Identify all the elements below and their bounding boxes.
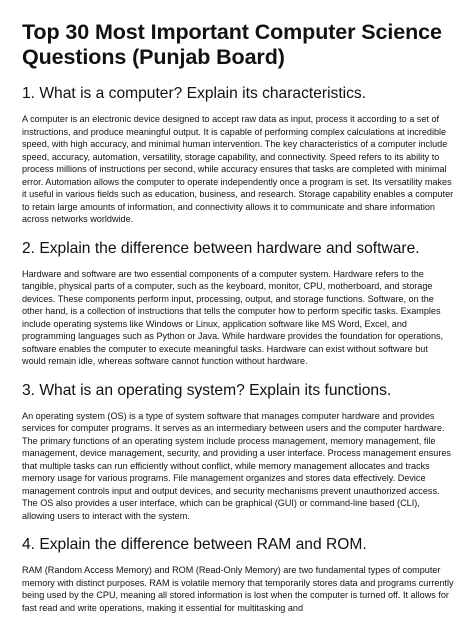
document-title: Top 30 Most Important Computer Science Questions (Punjab Board) [22,20,442,69]
question-answer: An operating system (OS) is a type of system software that manages computer hardware and provides services for computer programs. It serves as an intermediary between users and the computer hardware. The primary functions of an operating system include process management, memory management, file management, device management, security, and providing a user interface. Process management ensures that multiple tasks can run efficiently without conflict, while memory management allocates and tracks memory usage for various programs. File management organizes and stores data effectively. Device management controls input and output devices, and security mechanisms prevent unauthorized access. The OS also provides a user interface, which can be graphical (GUI) or command-line based (CLI), allowing users to interact with the system. [22,410,451,521]
question-answer: Hardware and software are two essential components of a computer system. Hardware refers to the tangible, physical parts of a computer, such as the keyboard, monitor, CPU, motherboard, and storage devices. These components perform input, processing, output, and storage functions. Software, on the other hand, is a collection of instructions that tells the computer how to perform specific tasks. Examples include operating systems like Windows or Linux, application software like MS Word, Excel, and programming languages such as Python or Java. While hardware provides the foundation for operations, software enables the computer to execute meaningful tasks. Hardware can exist without software but would remain idle, whereas software cannot function without hardware. [22,268,444,366]
question-heading: 1. What is a computer? Explain its characteristics. [22,85,367,102]
question-section [22,381,454,523]
question-heading: 2. Explain the difference between hardware and software. [22,239,420,257]
question-section [22,239,454,368]
question-answer: RAM (Random Access Memory) and ROM (Read-Only Memory) are two fundamental types of computer memory with distinct purposes. RAM is volatile memory that temporarily stores data and programs currently being used by the CPU, meaning all stored information is lost when the computer is turned off. It allows for fast read and write operations, making it essential for multitasking and [22,565,454,613]
question-heading: 4. Explain the difference between RAM and ROM. [22,536,367,553]
question-section [22,535,454,614]
question-heading: 3. What is an operating system? Explain its functions. [22,381,392,399]
question-section [22,84,454,226]
question-answer: A computer is an electronic device designed to accept raw data as input, process it according to a set of instructions, and produce meaningful output. It is capable of performing complex calculations at incredible speed, with high accuracy, and minimal human intervention. The key characteristics of a computer include speed, accuracy, automation, versatility, storage capability, and connectivity. Speed refers to its ability to process millions of instructions per second, while accuracy ensures that tasks are completed with minimal error. Automation allows the computer to operate independently once a program is set. Its versatility makes it useful in various fields such as education, business, and research. Storage capability enables a computer to retain large amounts of information, and connectivity allows it to communicate and share information across networks worldwide. [22,114,454,224]
